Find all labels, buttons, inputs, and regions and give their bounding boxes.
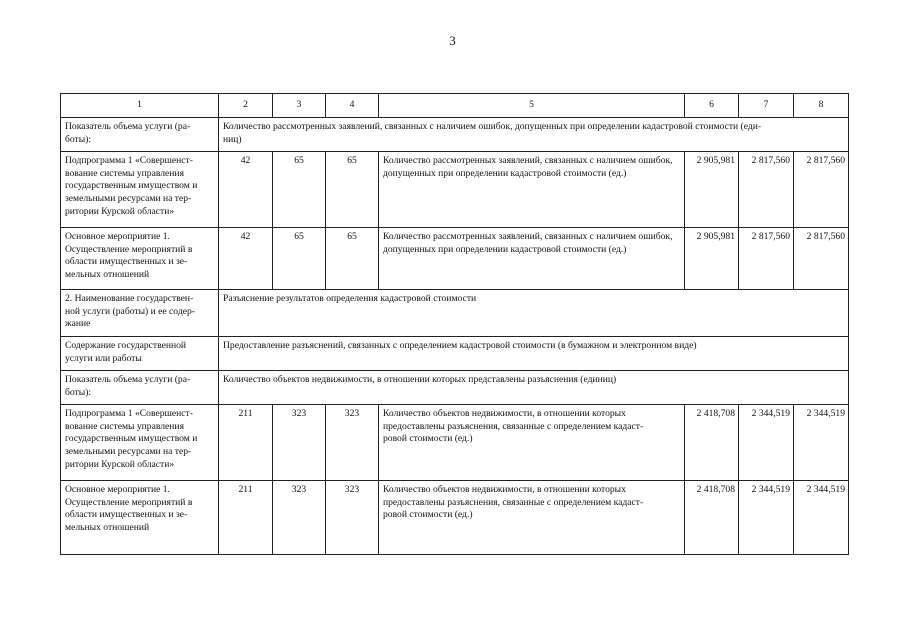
table-row (61, 228, 849, 290)
value-cell-2: 211 (219, 405, 273, 481)
section-text: Количество рассмотренных заявлений, связанных с наличием ошибок, допущенных при определении кадастровой стоимости (еди- ниц) (219, 118, 849, 152)
value-cell-2: 42 (219, 152, 273, 228)
column-header-1: 1 (61, 94, 219, 118)
value-cell-8: 2 344,519 (794, 481, 849, 555)
value-cell-3: 323 (273, 405, 326, 481)
column-header-7: 7 (739, 94, 794, 118)
value-cell-2: 42 (219, 228, 273, 290)
row-label: Показатель объема услуги (ра- боты): (61, 118, 219, 152)
section-row (61, 337, 849, 371)
value-cell-4: 65 (326, 228, 379, 290)
value-cell-6: 2 905,981 (685, 152, 739, 228)
value-cell-4: 323 (326, 481, 379, 555)
column-header-6: 6 (685, 94, 739, 118)
section-row (61, 118, 849, 152)
section-row (61, 290, 849, 337)
value-cell-4: 323 (326, 405, 379, 481)
value-cell-2: 211 (219, 481, 273, 555)
column-header-5: 5 (379, 94, 685, 118)
value-cell-3: 65 (273, 228, 326, 290)
column-header-3: 3 (273, 94, 326, 118)
section-text: Количество объектов недвижимости, в отношении которых представлены разъяснения (единиц) (219, 371, 849, 405)
row-label: Содержание государственной услуги или работы (61, 337, 219, 371)
row-label: Подпрограмма 1 «Совершенст- вование системы управления государственным имуществом и земельными ресурсами на тер- ритории Курской области» (61, 152, 219, 228)
value-cell-3: 323 (273, 481, 326, 555)
indicator-text: Количество рассмотренных заявлений, связанных с наличием ошибок, допущенных при определении кадастровой стоимости (ед.) (379, 228, 685, 290)
row-label: Показатель объема услуги (ра- боты): (61, 371, 219, 405)
row-label: Основное мероприятие 1. Осуществление мероприятий в области имущественных и зе- мельных отношений (61, 228, 219, 290)
section-text: Разъяснение результатов определения кадастровой стоимости (219, 290, 849, 337)
section-row (61, 371, 849, 405)
header-row (61, 94, 849, 118)
row-label: 2. Наименование государствен- ной услуги (работы) и ее содер- жание (61, 290, 219, 337)
value-cell-6: 2 418,708 (685, 481, 739, 555)
value-cell-7: 2 817,560 (739, 228, 794, 290)
value-cell-8: 2 817,560 (794, 152, 849, 228)
value-cell-7: 2 344,519 (739, 405, 794, 481)
table-row (61, 405, 849, 481)
value-cell-7: 2 344,519 (739, 481, 794, 555)
column-header-8: 8 (794, 94, 849, 118)
table-row (61, 152, 849, 228)
value-cell-8: 2 817,560 (794, 228, 849, 290)
value-cell-7: 2 817,560 (739, 152, 794, 228)
value-cell-6: 2 418,708 (685, 405, 739, 481)
page-number: 3 (449, 33, 456, 48)
value-cell-3: 65 (273, 152, 326, 228)
indicator-text: Количество рассмотренных заявлений, связанных с наличием ошибок, допущенных при определении кадастровой стоимости (ед.) (379, 152, 685, 228)
table-row (61, 481, 849, 555)
section-text: Предоставление разъяснений, связанных с определением кадастровой стоимости (в бумажном и электронном виде) (219, 337, 849, 371)
indicator-text: Количество объектов недвижимости, в отношении которых предоставлены разъяснения, связанные с определением кадаст- ровой стоимости (ед.) (379, 405, 685, 481)
value-cell-4: 65 (326, 152, 379, 228)
column-header-4: 4 (326, 94, 379, 118)
value-cell-6: 2 905,981 (685, 228, 739, 290)
value-cell-8: 2 344,519 (794, 405, 849, 481)
column-header-2: 2 (219, 94, 273, 118)
indicator-text: Количество объектов недвижимости, в отношении которых предоставлены разъяснения, связанные с определением кадаст- ровой стоимости (ед.) (379, 481, 685, 555)
row-label: Подпрограмма 1 «Совершенст- вование системы управления государственным имуществом и земельными ресурсами на тер- ритории Курской области» (61, 405, 219, 481)
data-table (60, 93, 849, 555)
row-label: Основное мероприятие 1. Осуществление мероприятий в области имущественных и зе- мельных отношений (61, 481, 219, 555)
